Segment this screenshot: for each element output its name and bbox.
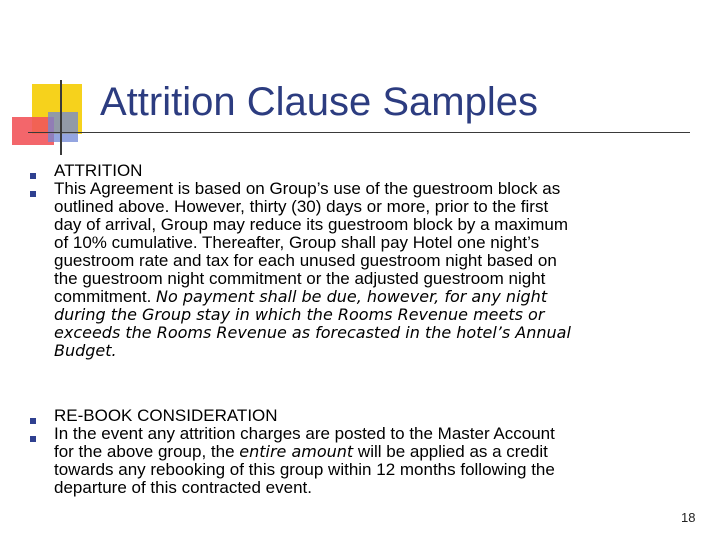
paragraph-line: guestroom rate and tax for each unused guestroom night based on	[54, 251, 557, 270]
paragraph-line	[54, 288, 547, 306]
italic-phrase: entire amount	[239, 442, 354, 461]
decor-vertical-line	[60, 80, 62, 155]
decor-blue-square	[48, 112, 78, 142]
paragraph-line: This Agreement is based on Group’s use of the guestroom block as	[54, 179, 561, 198]
paragraph-line	[54, 443, 548, 461]
paragraph-text: for the above group, the	[54, 442, 240, 461]
paragraph-line: In the event any attrition charges are posted to the Master Account	[54, 424, 555, 443]
paragraph-line: day of arrival, Group may reduce its guestroom block by a maximum	[54, 215, 568, 234]
slide-title: Attrition Clause Samples	[100, 80, 538, 124]
italic-clause: No payment shall be due, however, for any night	[156, 287, 548, 306]
square-bullet-icon	[30, 191, 36, 197]
slide-number: 18	[681, 510, 696, 525]
paragraph-line: departure of this contracted event.	[54, 478, 312, 497]
paragraph-text: will be applied as a credit	[353, 442, 548, 461]
italic-clause-line: exceeds the Rooms Revenue as forecasted in the hotel’s Annual	[54, 323, 571, 342]
paragraph-line: of 10% cumulative. Thereafter, Group shall pay Hotel one night’s	[54, 233, 540, 252]
bullet-heading-rebook: RE-BOOK CONSIDERATION	[54, 406, 278, 425]
square-bullet-icon	[30, 436, 36, 442]
paragraph-text: commitment.	[54, 287, 152, 306]
bullet-heading-attrition: ATTRITION	[54, 161, 143, 180]
paragraph-line: towards any rebooking of this group within 12 months following the	[54, 460, 555, 479]
square-bullet-icon	[30, 173, 36, 179]
paragraph-line: outlined above. However, thirty (30) days or more, prior to the first	[54, 197, 549, 216]
italic-clause-line: during the Group stay in which the Rooms Revenue meets or	[54, 305, 545, 324]
paragraph-line: the guestroom night commitment or the adjusted guestroom night	[54, 269, 546, 288]
italic-clause-line: Budget.	[54, 341, 117, 360]
title-underline	[28, 132, 690, 133]
square-bullet-icon	[30, 418, 36, 424]
